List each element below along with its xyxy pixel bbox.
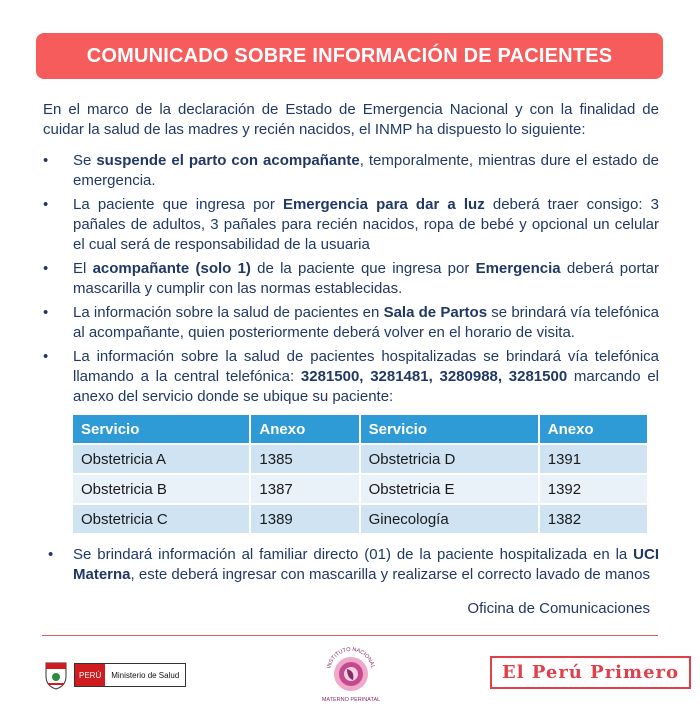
services-table <box>73 415 649 533</box>
peru-label: PERÚ <box>75 664 105 686</box>
table-cell: 1389 <box>250 504 359 533</box>
column-header: Servicio <box>360 415 539 444</box>
minsa-logo <box>42 660 186 690</box>
svg-text:INSTITUTO NACIONAL: INSTITUTO NACIONAL <box>326 646 376 670</box>
last-bullet <box>43 545 659 585</box>
table-header-row <box>73 415 648 444</box>
table-cell: 1392 <box>539 474 648 504</box>
table-row <box>73 444 648 474</box>
column-header: Servicio <box>73 415 250 444</box>
ministry-badge <box>74 663 186 687</box>
bullet-marker: • <box>48 546 54 563</box>
slogan-logo: El Perú Primero <box>490 656 691 689</box>
inmp-logo-icon <box>320 638 382 710</box>
table-cell: 1382 <box>539 504 648 533</box>
list-item: • La información sobre la salud de pacientes hospitalizadas se brindará vía telefónica llamando a la central telefónica: 3281500, 3281481, 3280988, 3281500 marcando el anexo del servicio donde se ubique su paciente: <box>43 347 659 407</box>
list-item: • Se suspende el parto con acompañante, temporalmente, mientras dure el estado de emergencia. <box>43 151 659 191</box>
table-cell: 1391 <box>539 444 648 474</box>
table-cell: 1387 <box>250 474 359 504</box>
table-cell: Ginecología <box>360 504 539 533</box>
bullet-list <box>43 151 659 411</box>
intro-paragraph: En el marco de la declaración de Estado de Emergencia Nacional y con la finalidad de cuidar la salud de las madres y recién nacidos, el INMP ha dispuesto lo siguiente: <box>43 101 659 138</box>
title-banner <box>36 33 663 79</box>
last-bullet-text: Se brindará información al familiar directo (01) de la paciente hospitalizada en la UCI Materna, este deberá ingresar con mascarilla y realizarse el correcto lavado de manos <box>73 546 659 583</box>
table-cell: Obstetricia C <box>73 504 250 533</box>
table-row <box>73 474 648 504</box>
table-row <box>73 504 648 533</box>
list-item: • La información sobre la salud de pacientes en Sala de Partos se brindará vía telefónica al acompañante, quien posteriormente deberá volver en el horario de visita. <box>43 303 659 343</box>
page-title: COMUNICADO SOBRE INFORMACIÓN DE PACIENTES <box>86 44 613 67</box>
column-header: Anexo <box>250 415 359 444</box>
table-cell: Obstetricia D <box>360 444 539 474</box>
footer-divider <box>42 635 658 636</box>
peru-shield-icon <box>42 660 70 690</box>
table-cell: 1385 <box>250 444 359 474</box>
table-cell: Obstetricia B <box>73 474 250 504</box>
list-item: • El acompañante (solo 1) de la paciente que ingresa por Emergencia deberá portar mascarilla y cumplir con las normas establecidas. <box>43 259 659 299</box>
list-item: • La paciente que ingresa por Emergencia para dar a luz deberá traer consigo: 3 pañales de adultos, 3 pañales para recién nacidos, ropa de bebé y opcional un celular el cual será de responsabilidad de la usuaria <box>43 195 659 255</box>
table-cell: Obstetricia E <box>360 474 539 504</box>
table-cell: Obstetricia A <box>73 444 250 474</box>
signature: Oficina de Comunicaciones <box>467 600 650 617</box>
column-header: Anexo <box>539 415 648 444</box>
ministry-label: Ministerio de Salud <box>111 670 180 680</box>
svg-text:MATERNO PERINATAL: MATERNO PERINATAL <box>321 697 381 703</box>
